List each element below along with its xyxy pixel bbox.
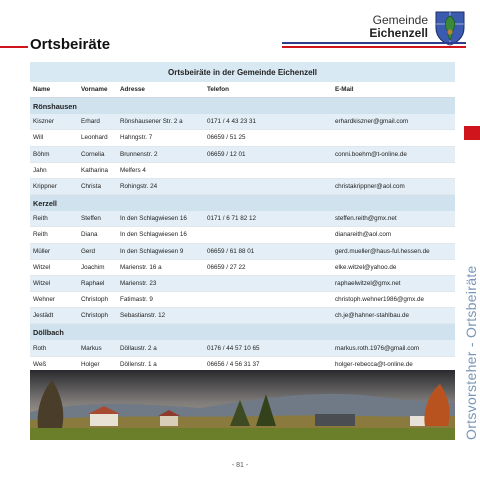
cell-firstname: Christoph	[81, 296, 108, 304]
table-header-row	[30, 82, 455, 98]
header-rule	[282, 42, 466, 48]
cell-address: Melfers 4	[120, 166, 146, 174]
col-header-phone: Telefon	[207, 86, 229, 94]
cell-address: In den Schlagwiesen 16	[120, 215, 187, 223]
cell-address: Brunnenstr. 2	[120, 150, 158, 158]
table-row	[30, 244, 455, 260]
page-title: Ortsbeiräte	[30, 36, 111, 53]
cell-address: Döllenstr. 1 a	[120, 360, 157, 368]
cell-email: elke.witzel@yahoo.de	[335, 263, 397, 271]
cell-email: christakrippner@aol.com	[335, 183, 405, 191]
cell-email: gerd.mueller@haus-ful.hessen.de	[335, 247, 430, 255]
coat-of-arms-icon	[434, 10, 466, 46]
cell-name: Will	[33, 134, 44, 142]
cell-firstname: Erhard	[81, 118, 100, 126]
cell-name: Müller	[33, 247, 51, 255]
cell-phone: 0176 / 44 57 10 65	[207, 344, 260, 352]
council-table	[30, 62, 455, 421]
cell-name: Reith	[33, 215, 48, 223]
cell-address: Döllaustr. 2 a	[120, 344, 157, 352]
cell-email: markus.roth.1976@gmail.com	[335, 344, 420, 352]
org-name	[369, 14, 428, 39]
cell-email: erhardkiszner@gmail.com	[335, 118, 409, 126]
table-row	[30, 260, 455, 276]
cell-name: Roth	[33, 344, 47, 352]
page-number: - 81 -	[231, 462, 249, 469]
table-row	[30, 147, 455, 163]
cell-email: ch.je@hahner-stahlbau.de	[335, 312, 409, 320]
landscape-photo	[30, 370, 455, 440]
cell-email: dianareith@aol.com	[335, 231, 392, 239]
org-line-2: Eichenzell	[369, 25, 428, 40]
cell-phone: 06659 / 12 01	[207, 150, 246, 158]
cell-name: Böhm	[33, 150, 50, 158]
cell-address: Rönshausener Str. 2 a	[120, 118, 183, 126]
group-header: Döllbach	[30, 324, 455, 340]
cell-phone: 0171 / 6 71 82 12	[207, 215, 257, 223]
cell-name: Reith	[33, 231, 48, 239]
cell-address: In den Schlagwiesen 9	[120, 247, 184, 255]
col-header-email: E-Mail	[335, 86, 354, 94]
cell-firstname: Joachim	[81, 263, 105, 271]
cell-firstname: Christa	[81, 183, 101, 191]
cell-name: Kiszner	[33, 118, 54, 126]
cell-firstname: Christoph	[81, 312, 108, 320]
cell-firstname: Gerd	[81, 247, 95, 255]
chapter-tab-marker	[464, 126, 480, 140]
cell-firstname: Diana	[81, 231, 98, 239]
col-header-name: Name	[33, 86, 51, 94]
table-row	[30, 130, 455, 146]
cell-phone: 0171 / 4 43 23 31	[207, 118, 257, 126]
cell-firstname: Leonhard	[81, 134, 108, 142]
col-header-address: Adresse	[120, 86, 145, 94]
table-row	[30, 227, 455, 243]
cell-firstname: Markus	[81, 344, 102, 352]
table-title: Ortsbeiräte in der Gemeinde Eichenzell	[30, 62, 455, 82]
cell-name: Weß	[33, 360, 47, 368]
cell-address: In den Schlagwiesen 16	[120, 231, 187, 239]
cell-email: conni.boehm@t-online.de	[335, 150, 407, 158]
cell-firstname: Cornelia	[81, 150, 105, 158]
org-line-1: Gemeinde	[372, 13, 428, 27]
table-row	[30, 308, 455, 324]
cell-name: Witzel	[33, 279, 51, 287]
chapter-side-label: Ortsvorsteher - Ortsbeiräte	[463, 265, 479, 440]
table-row	[30, 292, 455, 308]
table-row	[30, 340, 455, 356]
group-header: Kerzell	[30, 195, 455, 211]
cell-email: steffen.reith@gmx.net	[335, 215, 397, 223]
cell-firstname: Holger	[81, 360, 100, 368]
cell-name: Jestädt	[33, 312, 54, 320]
cell-name: Jahn	[33, 166, 47, 174]
cell-phone: 06659 / 51 25	[207, 134, 246, 142]
table-row	[30, 211, 455, 227]
cell-phone: 06659 / 27 22	[207, 263, 246, 271]
group-header: Rönshausen	[30, 98, 455, 114]
cell-phone: 06656 / 4 56 31 37	[207, 360, 260, 368]
cell-address: Hahngstr. 7	[120, 134, 153, 142]
cell-firstname: Steffen	[81, 215, 101, 223]
cell-address: Marienstr. 23	[120, 279, 157, 287]
cell-email: christoph.wehner1986@gmx.de	[335, 296, 425, 304]
cell-phone: 06659 / 61 88 01	[207, 247, 255, 255]
table-row	[30, 179, 455, 195]
cell-address: Marienstr. 16 a	[120, 263, 162, 271]
cell-address: Fatimastr. 9	[120, 296, 153, 304]
cell-address: Sebastianstr. 12	[120, 312, 166, 320]
cell-name: Witzel	[33, 263, 51, 271]
title-accent-line	[0, 46, 28, 48]
col-header-firstname: Vorname	[81, 86, 108, 94]
table-row	[30, 114, 455, 130]
cell-email: raphaelwitzel@gmx.net	[335, 279, 401, 287]
cell-email: holger-rebecca@t-online.de	[335, 360, 413, 368]
cell-address: Rohingstr. 24	[120, 183, 158, 191]
cell-firstname: Raphael	[81, 279, 105, 287]
table-row	[30, 163, 455, 179]
cell-name: Krippner	[33, 183, 57, 191]
table-row	[30, 276, 455, 292]
cell-firstname: Katharina	[81, 166, 108, 174]
cell-name: Wehner	[33, 296, 55, 304]
